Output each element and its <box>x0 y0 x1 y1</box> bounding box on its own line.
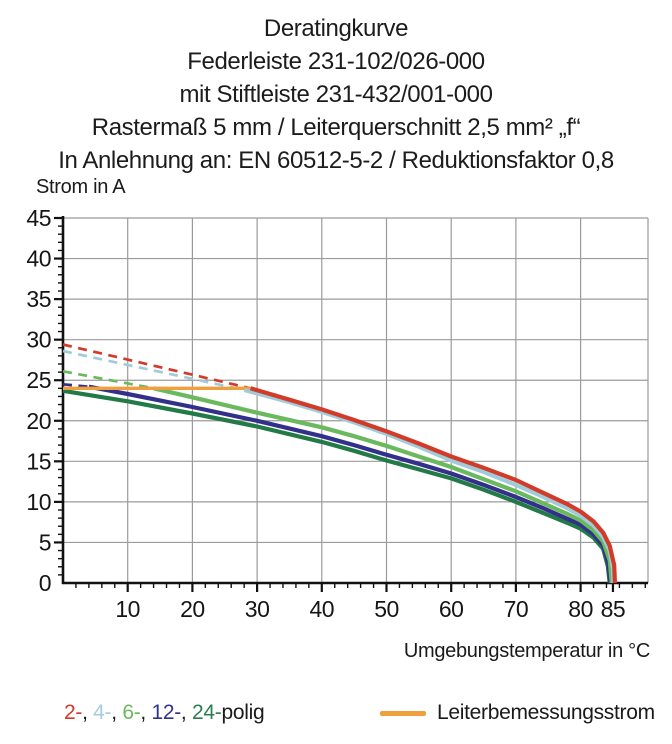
y-tick-label: 45 <box>26 205 51 232</box>
y-tick-label: 0 <box>38 570 51 596</box>
title-line-1: Deratingkurve <box>263 15 409 42</box>
x-axis-title: Umgebungstemperatur in °C <box>403 640 650 662</box>
limit-line-label: Leiterbemessungsstrom <box>437 701 655 724</box>
curve-2-polig-solid <box>251 388 615 583</box>
x-tick-label: 10 <box>115 596 140 622</box>
curve-4-polig-solid <box>244 390 613 583</box>
y-tick-label: 15 <box>26 448 51 475</box>
x-tick-label: 85 <box>600 596 626 622</box>
y-tick-label: 5 <box>38 529 51 556</box>
legend-12-polig: 12- <box>151 701 181 724</box>
curve-12-polig-dashed <box>63 384 89 386</box>
title-line-5: In Anlehnung an: EN 60512-5-2 / Reduktionsfaktor 0,8 <box>58 147 614 174</box>
legend-separator: , <box>140 701 152 724</box>
y-tick-label: 30 <box>26 326 51 353</box>
legend-2-polig: 2- <box>64 701 83 724</box>
y-tick-label: 40 <box>26 245 51 272</box>
chart-title-block <box>0 12 672 177</box>
x-tick-label: 50 <box>374 596 399 622</box>
legend-poles-suffix: polig <box>221 701 265 724</box>
legend-24-polig: 24- <box>192 701 222 724</box>
legend-separator: , <box>111 701 123 724</box>
x-tick-label: 70 <box>503 596 529 622</box>
title-line-2: Federleiste 231-102/026-000 <box>187 48 485 75</box>
x-tick-label: 40 <box>309 596 335 622</box>
curve-12-polig-solid <box>89 387 611 583</box>
y-tick-label: 25 <box>26 367 51 394</box>
title-line-4: Rastermaß 5 mm / Leiterquerschnitt 2,5 mm² „f“ <box>91 114 581 141</box>
x-tick-label: 20 <box>180 596 205 622</box>
x-tick-label: 30 <box>244 596 270 622</box>
x-tick-label: 60 <box>438 596 464 622</box>
x-tick-label: 80 <box>568 596 593 622</box>
y-axis-title: Strom in A <box>36 176 126 198</box>
legend-4-polig: 4- <box>93 701 112 724</box>
legend-separator: , <box>82 701 94 724</box>
legend-separator: , <box>180 701 192 724</box>
title-line-3: mit Stiftleiste 231-432/001-000 <box>179 81 493 108</box>
legend-limit-entry <box>380 701 655 725</box>
legend-6-polig: 6- <box>122 701 141 724</box>
curve-4-polig-dashed <box>63 351 244 390</box>
curve-2-polig-dashed <box>63 345 251 389</box>
y-tick-label: 20 <box>26 407 51 434</box>
legend-pole-counts <box>64 701 264 725</box>
y-tick-label: 35 <box>26 286 51 313</box>
limit-line-swatch <box>380 711 426 716</box>
y-tick-label: 10 <box>26 488 51 515</box>
